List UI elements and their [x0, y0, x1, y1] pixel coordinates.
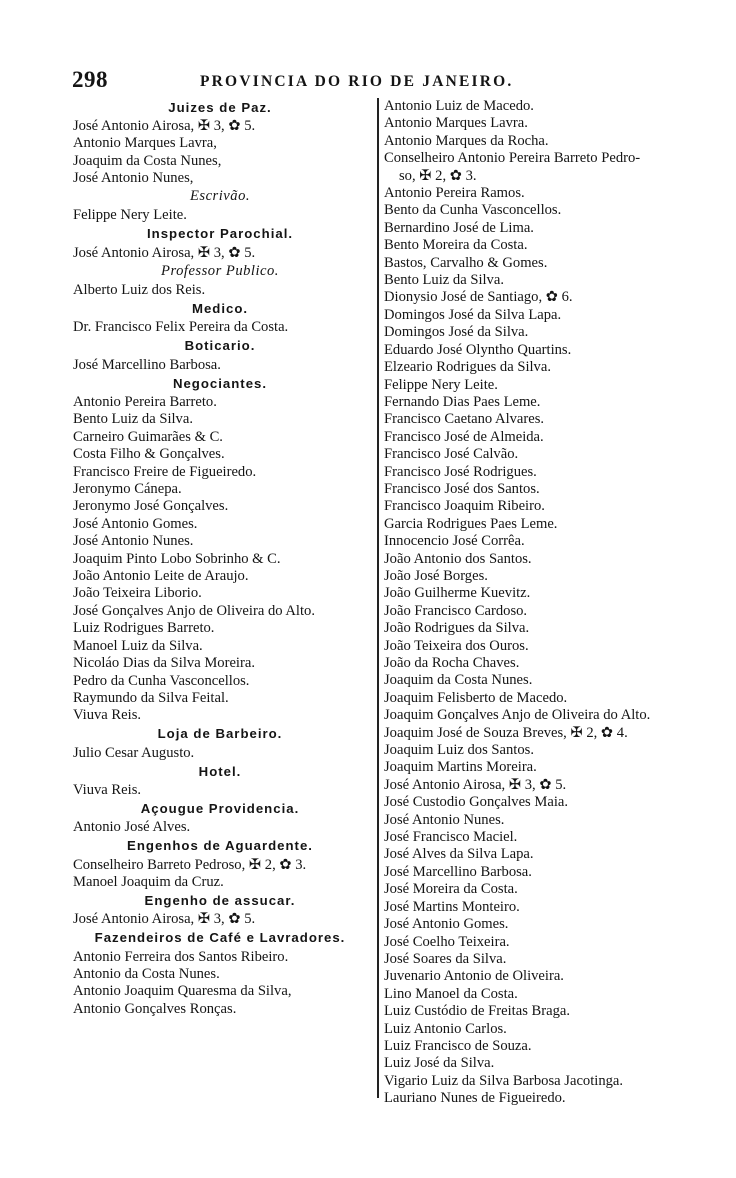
directory-entry: Eduardo José Olyntho Quartins. — [384, 341, 572, 358]
directory-entry: Jeronymo José Gonçalves. — [73, 498, 229, 515]
directory-entry: João da Rocha Chaves. — [384, 655, 520, 671]
section-heading: Inspector Parochial. — [146, 226, 294, 242]
directory-entry: Joaquim da Costa Nunes, — [73, 152, 222, 169]
directory-entry: Luiz Francisco de Souza. — [384, 1037, 532, 1054]
directory-entry: Bento da Cunha Vasconcellos. — [384, 202, 562, 219]
directory-entry: Bastos, Carvalho & Gomes. — [384, 254, 548, 271]
directory-entry: so, ✠ 2, ✿ 3. — [399, 167, 477, 184]
directory-entry: Raymundo da Silva Feital. — [73, 689, 229, 706]
directory-entry: Joaquim Martins Moreira. — [384, 759, 537, 776]
section-heading: Professor Publico. — [161, 262, 279, 279]
directory-entry: João Teixeira dos Ouros. — [384, 637, 529, 654]
directory-entry: Lino Manoel da Costa. — [384, 985, 518, 1002]
directory-entry: Pedro da Cunha Vasconcellos. — [73, 672, 250, 689]
directory-entry: José Antonio Airosa, ✠ 3, ✿ 5. — [73, 911, 256, 928]
directory-entry: Antonio Ferreira dos Santos Ribeiro. — [73, 948, 289, 965]
directory-entry: Luiz Antonio Carlos. — [384, 1020, 507, 1037]
directory-entry: José Antonio Gomes. — [384, 916, 509, 933]
section-heading: Escrivão. — [189, 188, 251, 205]
directory-section — [73, 837, 367, 891]
directory-entry: João Antonio dos Santos. — [384, 550, 532, 567]
directory-entry: José Francisco Maciel. — [384, 829, 518, 846]
directory-entry: Antonio da Costa Nunes. — [73, 966, 220, 982]
directory-entry: Joaquim da Costa Nunes. — [384, 672, 533, 689]
page-number: 298 — [72, 67, 108, 92]
directory-entry: José Soares da Silva. — [384, 950, 507, 967]
directory-entry: Joaquim José de Souza Breves, ✠ 2, ✿ 4. — [384, 724, 628, 741]
directory-entry: João Guilherme Kuevitz. — [384, 585, 531, 602]
directory-entry: Antonio Marques Lavra. — [384, 115, 528, 132]
directory-entry: Francisco José Calvão. — [384, 446, 519, 463]
section-heading: Juizes de Paz. — [168, 99, 272, 115]
section-heading: Loja de Barbeiro. — [157, 726, 283, 742]
directory-entry: Francisco Joaquim Ribeiro. — [384, 498, 545, 515]
directory-entry: Antonio Pereira Barreto. — [73, 394, 217, 410]
directory-entry: Antonio Luiz de Macedo. — [384, 98, 534, 114]
directory-section — [73, 800, 367, 837]
directory-entry: Bento Luiz da Silva. — [73, 411, 193, 428]
directory-entry: José Antonio Airosa, ✠ 3, ✿ 5. — [384, 776, 567, 793]
directory-entry: Bento Moreira da Costa. — [384, 237, 528, 254]
directory-entry: Antonio Marques Lavra, — [73, 135, 217, 152]
directory-section — [73, 375, 367, 725]
section-heading: Açougue Providencia. — [140, 800, 300, 816]
directory-entry: Manoel Joaquim da Cruz. — [73, 873, 224, 890]
directory-entry: Luiz Custódio de Freitas Braga. — [384, 1003, 571, 1020]
directory-entry: José Marcellino Barbosa. — [384, 863, 532, 880]
directory-entry: Luiz José da Silva. — [384, 1055, 495, 1072]
directory-entry: João Francisco Cardoso. — [384, 602, 528, 619]
directory-section — [73, 300, 367, 337]
directory-section — [73, 892, 367, 929]
directory-entry: Francisco José Rodrigues. — [384, 463, 537, 480]
directory-entry: Francisco José dos Santos. — [384, 480, 540, 497]
directory-entry: Lauriano Nunes de Figueiredo. — [384, 1090, 566, 1107]
directory-entry: José Antonio Nunes. — [384, 811, 505, 828]
directory-entry: José Moreira da Costa. — [384, 881, 518, 898]
page-header — [72, 67, 712, 97]
left-column — [73, 98, 367, 1018]
directory-entry: Antonio Marques da Rocha. — [384, 132, 549, 149]
directory-entry: Domingos José da Silva Lapa. — [384, 306, 562, 323]
directory-entry: Luiz Rodrigues Barreto. — [73, 620, 215, 637]
directory-section — [73, 263, 367, 300]
directory-entry: Domingos José da Silva. — [384, 324, 529, 341]
directory-entry: Felippe Nery Leite. — [73, 207, 187, 224]
directory-entry: José Martins Monteiro. — [384, 898, 520, 915]
section-heading: Fazendeiros de Café e Lavradores. — [94, 930, 346, 946]
directory-entry: Francisco Freire de Figueiredo. — [73, 463, 257, 480]
directory-entry: José Antonio Nunes. — [73, 533, 194, 550]
directory-entry: Dionysio José de Santiago, ✿ 6. — [384, 289, 573, 306]
directory-entry: Bento Luiz da Silva. — [384, 272, 504, 289]
directory-entry: Antonio José Alves. — [73, 819, 191, 836]
directory-entry: Vigario Luiz da Silva Barbosa Jacotinga. — [384, 1072, 624, 1089]
running-title: PROVINCIA DO RIO DE JANEIRO. — [200, 73, 514, 90]
directory-section — [73, 725, 367, 762]
directory-entry: Antonio Gonçalves Ronças. — [73, 1000, 237, 1017]
directory-entry: José Marcellino Barbosa. — [73, 356, 221, 373]
directory-section — [73, 99, 367, 188]
directory-section — [73, 929, 367, 1018]
directory-entry: Fernando Dias Paes Leme. — [384, 393, 541, 410]
directory-entry: Conselheiro Antonio Pereira Barreto Pedro- — [384, 150, 641, 167]
directory-entry: João Antonio Leite de Araujo. — [73, 568, 249, 585]
directory-entry: José Coelho Teixeira. — [384, 933, 510, 950]
directory-entry: Manoel Luiz da Silva. — [73, 637, 203, 654]
section-heading: Negociantes. — [172, 375, 268, 391]
directory-entry: Antonio Joaquim Quaresma da Silva, — [73, 983, 292, 1000]
directory-entry: Felippe Nery Leite. — [384, 376, 498, 393]
section-heading: Medico. — [191, 300, 249, 316]
directory-entry: João Teixeira Liborio. — [73, 585, 202, 602]
directory-section — [73, 188, 367, 225]
directory-entry: José Antonio Nunes, — [73, 170, 194, 187]
directory-entry: Francisco Caetano Alvares. — [384, 411, 545, 428]
directory-entry: Viuva Reis. — [73, 781, 142, 798]
directory-entry: José Custodio Gonçalves Maia. — [384, 794, 569, 811]
directory-entry: Viuva Reis. — [73, 707, 142, 724]
directory-entry: Jeronymo Cánepa. — [73, 481, 182, 498]
directory-entry: Conselheiro Barreto Pedroso, ✠ 2, ✿ 3. — [73, 856, 307, 873]
directory-entry: Nicoláo Dias da Silva Moreira. — [73, 655, 255, 672]
directory-entry: Bernardino José de Lima. — [384, 219, 534, 236]
directory-entry: Alberto Luiz dos Reis. — [73, 282, 206, 299]
right-column — [384, 98, 724, 1108]
directory-entry: Joaquim Felisberto de Macedo. — [384, 689, 568, 706]
directory-entry: José Antonio Airosa, ✠ 3, ✿ 5. — [73, 117, 256, 134]
directory-entry: João Rodrigues da Silva. — [384, 620, 530, 637]
directory-entry: Joaquim Pinto Lobo Sobrinho & C. — [73, 550, 281, 567]
directory-entry: Costa Filho & Gonçalves. — [73, 446, 225, 463]
directory-section — [73, 763, 367, 800]
directory-entry: José Gonçalves Anjo de Oliveira do Alto. — [73, 602, 315, 619]
directory-entry: João José Borges. — [384, 567, 488, 584]
section-heading: Hotel. — [198, 763, 242, 779]
directory-entry: José Alves da Silva Lapa. — [384, 846, 534, 863]
directory-section — [73, 337, 367, 374]
directory-entry: José Antonio Airosa, ✠ 3, ✿ 5. — [73, 244, 256, 261]
directory-entry: Innocencio José Corrêa. — [384, 533, 525, 550]
directory-entry: Francisco José de Almeida. — [384, 428, 544, 445]
directory-entry: Antonio Pereira Ramos. — [384, 185, 525, 202]
directory-entry: José Antonio Gomes. — [73, 515, 198, 532]
directory-entry: Joaquim Luiz dos Santos. — [384, 742, 534, 759]
directory-entry: Elzeario Rodrigues da Silva. — [384, 359, 551, 376]
directory-entry: Joaquim Gonçalves Anjo de Oliveira do Alto. — [384, 707, 651, 724]
directory-entry: Dr. Francisco Felix Pereira da Costa. — [73, 319, 289, 336]
directory-entry: Garcia Rodrigues Paes Leme. — [384, 515, 558, 532]
directory-entry: Julio Cesar Augusto. — [73, 744, 195, 761]
directory-entry: Carneiro Guimarães & C. — [73, 428, 223, 445]
section-heading: Engenho de assucar. — [144, 892, 296, 908]
directory-entry: Juvenario Antonio de Oliveira. — [384, 968, 564, 985]
section-heading: Boticario. — [184, 338, 256, 354]
column-divider — [377, 98, 379, 1098]
directory-section — [73, 225, 367, 262]
section-heading: Engenhos de Aguardente. — [127, 838, 313, 854]
